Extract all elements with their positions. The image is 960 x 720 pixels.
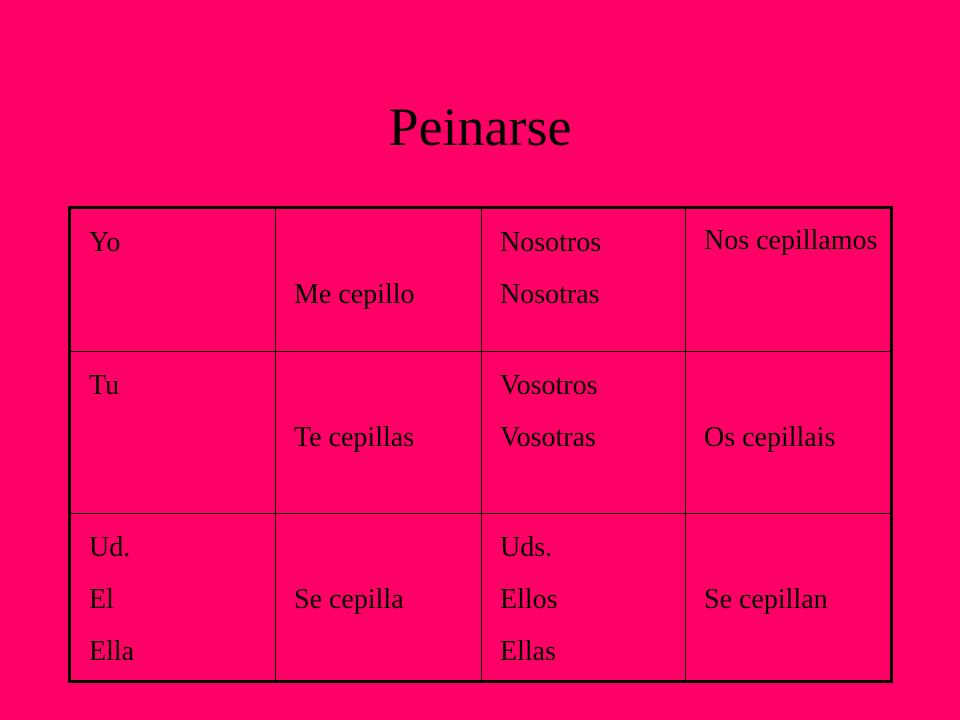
form-plural-cell: [686, 352, 892, 514]
slide-title: Peinarse: [388, 97, 572, 157]
verb-form: Se cepilla: [294, 584, 404, 615]
subject-pronoun: El: [89, 584, 114, 615]
form-singular-cell: [276, 208, 482, 352]
form-plural-cell: [686, 208, 892, 352]
verb-form: Nos cepillamos: [704, 225, 878, 256]
subject-pronoun: Vosotras: [500, 422, 596, 453]
subject-pronoun: Ellos: [500, 584, 558, 615]
subject-plural-cell: [482, 208, 686, 352]
form-singular-cell: [276, 514, 482, 682]
subject-singular-cell: [70, 514, 276, 682]
table-row: [70, 352, 892, 514]
subject-plural-cell: [482, 352, 686, 514]
subject-pronoun: Tu: [89, 370, 120, 401]
table-row: [70, 514, 892, 682]
verb-form: Se cepillan: [704, 584, 828, 615]
verb-form: Te cepillas: [294, 422, 415, 453]
subject-singular-cell: [70, 352, 276, 514]
subject-pronoun: Nosotros: [500, 227, 602, 258]
subject-pronoun: Uds.: [500, 532, 553, 563]
subject-singular-cell: [70, 208, 276, 352]
subject-pronoun: Nosotras: [500, 279, 600, 310]
form-plural-cell: [686, 514, 892, 682]
subject-plural-cell: [482, 514, 686, 682]
subject-pronoun: Ud.: [89, 532, 131, 563]
subject-pronoun: Yo: [89, 227, 121, 258]
subject-pronoun: Ella: [89, 636, 135, 667]
verb-form: Me cepillo: [294, 279, 415, 310]
conjugation-table: [68, 206, 893, 683]
form-singular-cell: [276, 352, 482, 514]
subject-pronoun: Vosotros: [500, 370, 598, 401]
subject-pronoun: Ellas: [500, 636, 556, 667]
table-row: [70, 208, 892, 352]
verb-form: Os cepillais: [704, 422, 836, 453]
